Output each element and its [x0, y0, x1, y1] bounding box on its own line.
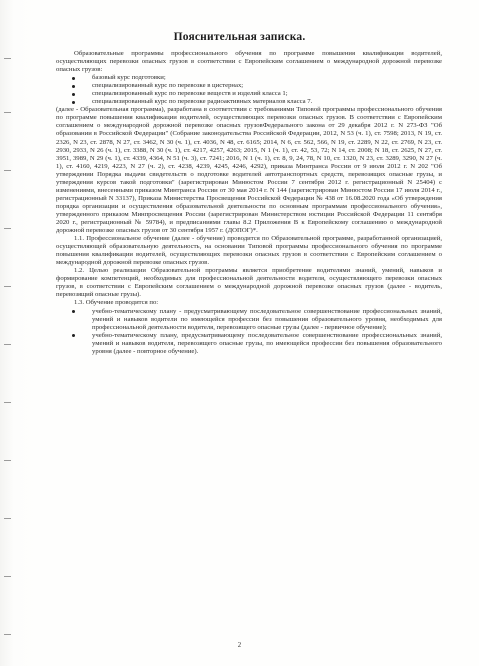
list-item: специализированный курс по перевозке веществ и изделий класса 1;	[56, 90, 442, 98]
document-body	[56, 50, 442, 356]
list-item: специализированный курс по перевозке в цистернах;	[56, 82, 442, 90]
section-1-2: 1.2. Целью реализации Образовательной программы является приобретение водителями знаний, умений, навыков и формирование компетенций, необходимых для профессиональной деятельности водителя, осуществляющего перевозки опасных грузов, в соответствии с Европейским соглашением о международной дорожной перевозке опасных грузов (далее - водитель, перевозящий опасные грузы).	[56, 267, 442, 299]
page-title: Пояснительная записка.	[173, 31, 306, 43]
list-item: учебно-тематическому плану, предусматривающему последовательное совершенствование профессиональных знаний, умений и навыков водителя, перевозящего опасные грузы, по имеющейся профессии без повышения образовательного уровня (далее - повторное обучение).	[56, 332, 442, 356]
list-item: учебно-тематическому плану - предусматривающему последовательное совершенствование профессиональных знаний, умений и навыков водители по имеющейся профессии без повышения образовательного уровня, необходимых для профессиональной деятельности водителя, перевозящего опасные грузы (далее - первичное обучение);	[56, 308, 442, 332]
course-list	[56, 74, 442, 106]
list-item: специализированный курс по перевозке радиоактивных материалов класса 7.	[56, 98, 442, 106]
section-1-1: 1.1. Профессиональное обучение (далее - обучение) проводится по Образовательной программе, разработанной организацией, осуществляющей образовательную деятельность, на основании Типовой программы профессионального обучения по программе повышения квалификации водителей, осуществляющих перевозки опасных грузов в соответствии с Европейским соглашением о международной дорожной перевозке опасных грузов.	[56, 235, 442, 267]
training-plan-list	[56, 308, 442, 356]
intro-paragraph: Образовательные программы профессионального обучения по программе повышения квалификации водителей, осуществляющих перевозки опасных грузов в соответствии с Европейским соглашением о международной дорожной перевозке опасных грузов:	[56, 50, 442, 74]
list-item: базовый курс подготовки;	[56, 74, 442, 82]
page-number: 2	[237, 642, 242, 649]
section-1-3: 1.3. Обучение проводится по:	[74, 299, 159, 307]
legal-basis-paragraph: (далее - Образовательная программа), разработана в соответствии с требованиями Типовой программы профессионального обучения по программе повышения квалификации водителей, осуществляющих перевозки опасных грузов. В соответствии с Европейским соглашением о международной дорожной перевозке опасных грузовФедерального закона от 29 декабря 2012 г. N 273-ФЗ "Об образовании в Российской Федерации" (Собрание законодательства Российской Федерации, 2012, N 53 (ч. 1), ст. 7598; 2013, N 19, ст. 2326, N 23, ст. 2878, N 27, ст. 3462, N 30 (ч. 1), ст. 4036, N 48, ст. 6165; 2014, N 6, ст. 562, 566, N 19, ст. 2289, N 22, ст. 2769, N 23, ст. 2930, 2933, N 26 (ч. 1), ст. 3388, N 30 (ч. 1), ст. 4217, 4257, 4263; 2015, N 1 (ч. 1), ст. 42, 53, 72; N 14, ст. 2008; N 18, ст. 2625, N 27, ст. 3951, 3989, N 29 (ч. 1), ст. 4339, 4364, N 51 (ч. 3), ст. 7241; 2016, N 1 (ч. 1), ст. 8, 9, 24, 78, N 10, ст. 1320, N 23, ст. 3289, 3290, N 27 (ч. 1), ст. 4160, 4219, 4223, N 27 (ч. 2), ст. 4238, 4239, 4245, 4246, 4292), приказа Минтранса России от 9 июля 2012 г. N 202 "Об утверждении Порядка выдачи свидетельств о подготовке водителей автотранспортных средств, перевозящих опасные грузы, и утверждения курсов такой подготовки" (зарегистрирован Минюстом России 7 сентября 2012 г. регистрационный N 25404) с изменениями, внесенными приказом Минтранса России от 30 мая 2014 г. N 144 (зарегистрирован Минюстом России 17 июля 2014 г., регистрационный N 33137), Приказа Министерства Просвещения Российской Федерации № 438 от 16.08.2020 года «Об утверждения порядка организации и осуществления образовательной деятельности по основным программам профессионального обучения», утвержденного приказом Минпросвещения России (зарегистрирован Министерством юстиции Российской Федерации 11 сентября 2020 г., регистрационный № 59784), и предписаниями главы 8.2 Приложения В к Европейскому соглашению о международной дорожной перевозке опасных грузов от 30 сентября 1957 г. (ДОПОГ)*.	[56, 106, 442, 235]
binder-edge	[4, 0, 14, 666]
